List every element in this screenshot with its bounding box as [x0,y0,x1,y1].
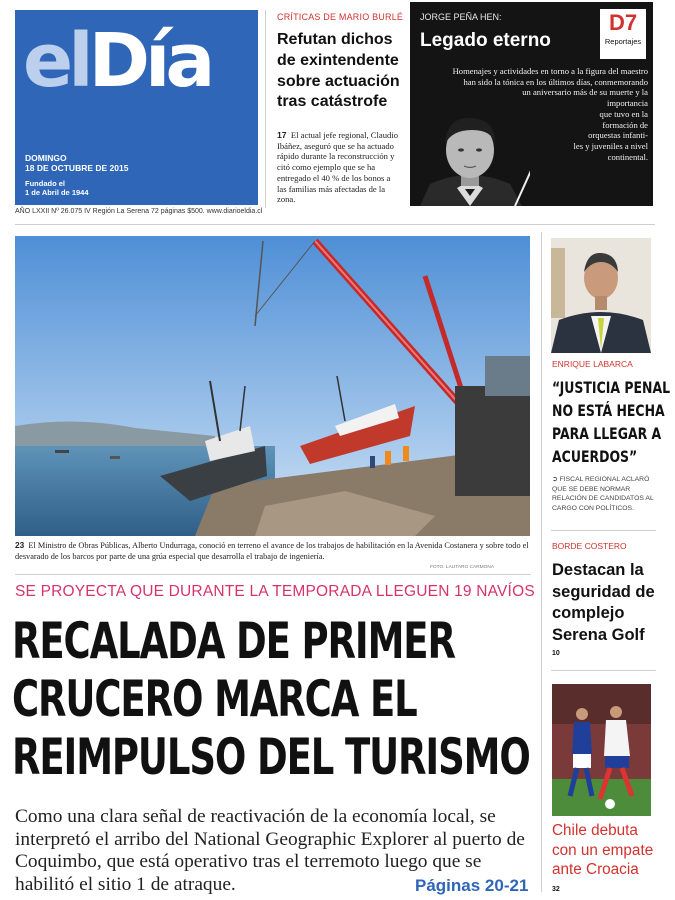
main-body: Como una clara señal de reactivación de la economía local, se interpretó el arribo del National Geographic Explorer al puerto de Coquimbo, que está operativo tras el terremoto luego que se habilitó el sitio 1 de atraque. [15,806,525,895]
d7-kicker: JORGE PEÑA HEN: [420,12,502,22]
column-divider [265,10,266,208]
d7-feature-box[interactable] [410,2,653,206]
main-headline[interactable]: RECALADA DE PRIMER CRUCERO MARCA EL REIMPULSO DEL TURISMO [12,612,530,786]
criticas-headline[interactable]: Refutan dichos de exintendente sobre actuación tras catástrofe [277,31,400,111]
section-divider [551,670,656,671]
photo-credit: FOTO: LAUTARO CARMONA [430,565,495,570]
main-photo[interactable] [15,236,530,536]
masthead-logo-box[interactable] [15,10,258,205]
costero-page: 10 [552,650,560,657]
main-kicker: SE PROYECTA QUE DURANTE LA TEMPORADA LLEGUEN 19 NAVÍOS [15,583,535,600]
d7-headline: Legado eterno [420,30,551,51]
d7-section-badge[interactable]: D7 Reportajes [600,9,646,59]
costero-headline[interactable]: Destacan la seguridad de complejo Serena Golf [552,561,655,644]
main-pages-link[interactable]: Páginas 20-21 [415,876,529,895]
issue-info-line: AÑO LXXII Nº 26.075 IV Región La Serena 72 páginas $500. www.diarioeldia.cl [15,208,263,215]
labarca-body: ➲ FISCAL REGIONAL ACLARÓ QUE SE DEBE NORMAR RELACIÓN DE CANDIDATOS AL CARGO CON POLÍTICOS. [552,476,654,512]
costero-kicker: BORDE COSTERO [552,541,627,551]
photo-caption: 23 El Ministro de Obras Públicas, Alberto Undurraga, conoció en terreno el avance de los trabajos de habilitación en la Avenida Costanera y sobre todo el desvarado de los barcos por parte de una grúa especial que desarrolla el trabajo de ingeniería. [15,540,529,561]
criticas-kicker: CRÍTICAS DE MARIO BURLÉ [277,12,404,22]
section-divider [15,574,531,575]
newspaper-logo: elDía [23,18,211,104]
section-divider [551,530,656,531]
arrow-icon: ➲ [552,476,558,483]
football-photo [552,684,651,816]
d7-body: Homenajes y actividades en torno a la figura del maestro han sido la tónica en los últimos días, conmemorando un aniversario más de su muerte y la importancia que tuvo en la formación de orquestas infanti- les y juveniles a nivel continental. [452,66,648,162]
founded-date: Fundado el 1 de Abril de 1944 [25,179,89,198]
labarca-photo [551,238,651,353]
labarca-headline[interactable]: “JUSTICIA PENAL NO ESTÁ HECHA PARA LLEGAR A ACUERDOS” [552,378,671,466]
issue-date: DOMINGO 18 DE OCTUBRE DE 2015 [25,153,129,174]
labarca-kicker: ENRIQUE LABARCA [552,359,633,369]
criticas-body: 17 El actual jefe regional, Claudio Ibáñez, aseguró que se ha actuado rápido durante la reconstrucción y citó como ejemplo que se ha entregado el 40 % de los bonos a las familias más afectadas de la zona. [277,130,399,205]
column-divider [541,232,542,892]
section-divider [15,224,655,225]
sport-headline[interactable]: Chile debuta con un empate ante Croacia [552,822,654,878]
sport-page: 32 [552,886,560,893]
